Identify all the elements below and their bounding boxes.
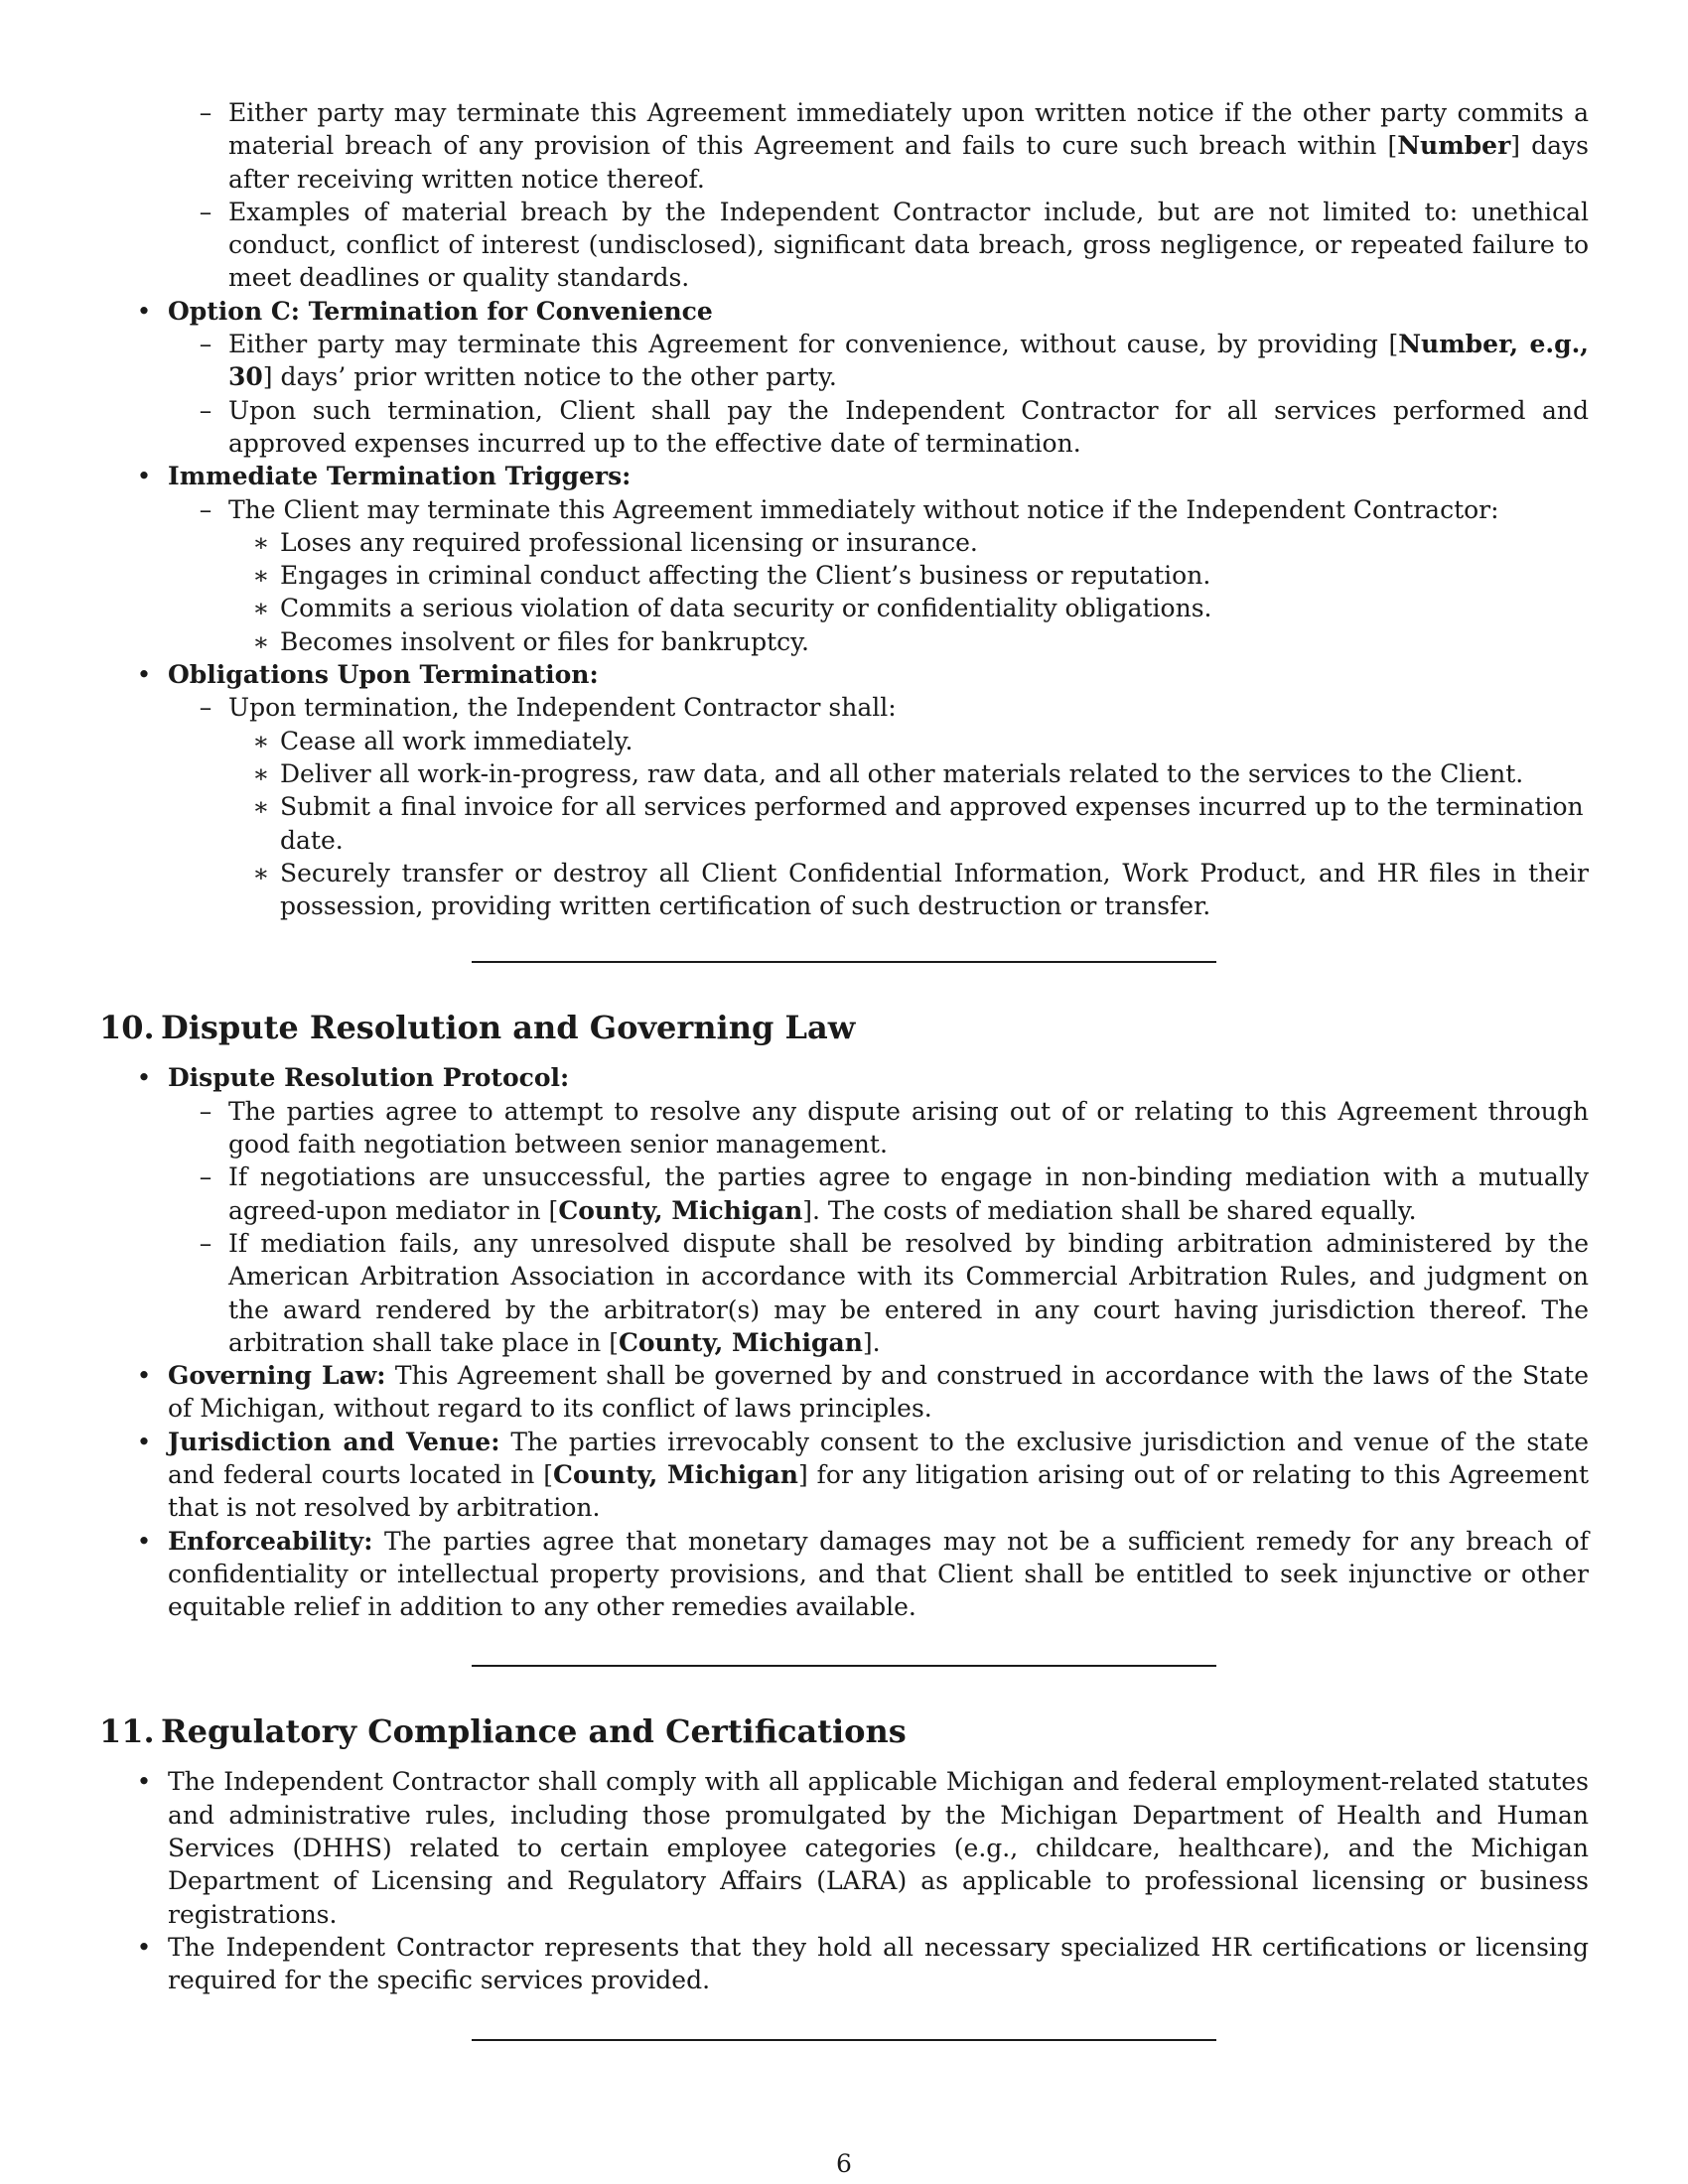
list-item	[99, 328, 1589, 394]
compliance-item: The Independent Contractor represents that they hold all necessary specialized HR certifications or licensing required for the specific services provided.	[168, 1932, 1589, 1995]
list-item	[99, 1359, 1589, 1426]
immediate-termination-intro: The Client may terminate this Agreement immediately without notice if the Independent Contractor:	[228, 494, 1499, 524]
section-title: Dispute Resolution and Governing Law	[161, 1009, 856, 1047]
star-marker: ∗	[252, 626, 270, 656]
bullet-marker: •	[136, 1767, 152, 1797]
compliance-item: The Independent Contractor shall comply with all applicable Michigan and federal employment-related statutes and administrative rules, including those promulgated by the Michigan Department of Health and Human Services (DHHS) related to certain employee categories (e.g., childcare, healthcare), and the Michigan Department of Licensing and Regulatory Affairs (LARA) as applicable to professional licensing or business registrations.	[168, 1767, 1589, 1929]
list-item	[99, 658, 1589, 691]
bullet-marker: •	[136, 1361, 152, 1391]
section-divider	[472, 1665, 1216, 1667]
dash-marker: –	[199, 395, 212, 425]
list-item	[99, 1931, 1589, 1997]
section-number: 10.	[99, 1009, 155, 1047]
star-marker: ∗	[252, 858, 270, 887]
jurisdiction-text: The parties irrevocably consent to the exclusive jurisdiction and venue of the state and federal courts located in [County, Michigan] for any litigation arising out of or relating to this Agreement that is not resolved by arbitration.	[168, 1427, 1589, 1523]
bullet-marker: •	[136, 1932, 152, 1962]
dash-marker: –	[199, 1228, 212, 1258]
section-title: Regulatory Compliance and Certifications	[161, 1712, 907, 1751]
immediate-trigger-item: Commits a serious violation of data security or confidentiality obligations.	[280, 594, 1212, 623]
dash-marker: –	[199, 693, 212, 723]
dash-marker: –	[199, 98, 212, 127]
governing-law-text: This Agreement shall be governed by and construed in accordance with the laws of the State of Michigan, without regard to its conflict of laws principles.	[168, 1361, 1589, 1424]
jurisdiction-label: Jurisdiction and Venue:	[168, 1427, 500, 1456]
obligation-item: Submit a final invoice for all services performed and approved expenses incurred up to the termination date.	[280, 792, 1584, 855]
immediate-termination-label: Immediate Termination Triggers:	[168, 462, 632, 491]
bullet-marker: •	[136, 1526, 152, 1556]
section-number: 11.	[99, 1712, 155, 1751]
document-content	[99, 96, 1589, 2041]
enforceability-text: The parties agree that monetary damages may not be a sufficient remedy for any breach of confidentiality or intellectual property provisions, and that Client shall be entitled to seek injunctive or other equitable relief in addition to any other remedies available.	[168, 1526, 1589, 1622]
list-item	[99, 725, 1589, 757]
protocol-arbitration: If mediation fails, any unresolved dispute shall be resolved by binding arbitration administered by the American Arbitration Association in accordance with its Commercial Arbitration Rules, and judgment on the award rendered by the arbitrator(s) may be entered in any court having jurisdiction thereof. The arbitration shall take place in [County, Michigan].	[228, 1228, 1589, 1357]
list-item	[99, 1061, 1589, 1094]
list-item	[99, 691, 1589, 724]
list-item	[99, 526, 1589, 559]
immediate-trigger-item: Loses any required professional licensing or insurance.	[280, 527, 978, 557]
dash-marker: –	[199, 1096, 212, 1126]
bullet-marker: •	[136, 1427, 152, 1456]
enforceability-label: Enforceability:	[168, 1526, 373, 1556]
page-number: 6	[836, 2149, 852, 2178]
bullet-marker: •	[136, 660, 152, 690]
material-breach-notice: Either party may terminate this Agreement immediately upon written notice if the other party commits a material breach of any provision of this Agreement and fails to cure such breach within [Number] days after receiving written notice thereof.	[228, 98, 1589, 194]
list-item	[99, 857, 1589, 923]
protocol-negotiation: The parties agree to attempt to resolve any dispute arising out of or relating to this Agreement through good faith negotiation between senior management.	[228, 1096, 1589, 1160]
list-item	[99, 559, 1589, 592]
list-item	[99, 1095, 1589, 1161]
list-item	[99, 1160, 1589, 1227]
list-item	[99, 1227, 1589, 1359]
option-c-label: Option C: Termination for Convenience	[168, 296, 713, 326]
list-item	[99, 790, 1589, 857]
star-marker: ∗	[252, 527, 270, 557]
bullet-marker: •	[136, 1063, 152, 1093]
list-item	[99, 757, 1589, 790]
star-marker: ∗	[252, 758, 270, 788]
bullet-marker: •	[136, 462, 152, 491]
list-item	[99, 625, 1589, 658]
list-item	[99, 394, 1589, 461]
dash-marker: –	[199, 1162, 212, 1192]
star-marker: ∗	[252, 726, 270, 755]
material-breach-examples: Examples of material breach by the Independent Contractor include, but are not limited to: unethical conduct, conflict of interest (undisclosed), significant data breach, gross negligence, or repeated failure to meet deadlines or quality standards.	[228, 197, 1589, 293]
obligation-item: Securely transfer or destroy all Client Confidential Information, Work Product, and HR files in their possession, providing written certification of such destruction or transfer.	[280, 858, 1589, 921]
convenience-payment: Upon such termination, Client shall pay the Independent Contractor for all services performed and approved expenses incurred up to the effective date of termination.	[228, 395, 1589, 458]
list-item	[99, 196, 1589, 295]
dispute-protocol-label: Dispute Resolution Protocol:	[168, 1063, 570, 1093]
bullet-marker: •	[136, 296, 152, 326]
list-item	[99, 96, 1589, 196]
immediate-trigger-item: Becomes insolvent or files for bankruptcy.	[280, 626, 809, 656]
obligations-intro: Upon termination, the Independent Contractor shall:	[228, 693, 897, 723]
star-marker: ∗	[252, 594, 270, 623]
governing-law-label: Governing Law:	[168, 1361, 386, 1391]
immediate-trigger-item: Engages in criminal conduct affecting the Client’s business or reputation.	[280, 561, 1211, 591]
obligation-item: Deliver all work-in-progress, raw data, and all other materials related to the services to the Client.	[280, 758, 1524, 788]
section-divider	[472, 2039, 1216, 2041]
list-item	[99, 1426, 1589, 1525]
protocol-mediation: If negotiations are unsuccessful, the parties agree to engage in non-binding mediation with a mutually agreed-upon mediator in [County, Michigan]. The costs of mediation shall be shared equally.	[228, 1162, 1589, 1225]
obligations-label: Obligations Upon Termination:	[168, 660, 599, 690]
star-marker: ∗	[252, 792, 270, 822]
dash-marker: –	[199, 494, 212, 524]
list-item	[99, 1765, 1589, 1930]
section-10-heading	[99, 1008, 1589, 1047]
obligation-item: Cease all work immediately.	[280, 726, 633, 755]
convenience-notice: Either party may terminate this Agreement for convenience, without cause, by providing [Number, e.g., 30] days’ prior written notice to the other party.	[228, 330, 1589, 392]
dash-marker: –	[199, 197, 212, 226]
list-item	[99, 295, 1589, 328]
list-item	[99, 493, 1589, 526]
section-11-heading	[99, 1711, 1589, 1751]
list-item	[99, 1525, 1589, 1624]
star-marker: ∗	[252, 561, 270, 591]
dash-marker: –	[199, 330, 212, 359]
list-item	[99, 592, 1589, 624]
list-item	[99, 460, 1589, 492]
section-divider	[472, 961, 1216, 963]
